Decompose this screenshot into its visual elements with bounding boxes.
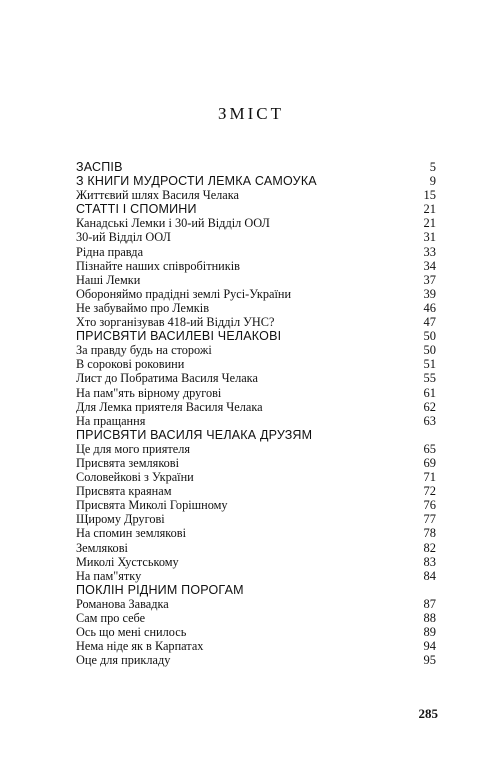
toc-entry-title: Хто зорганізував 418-ий Відділ УНС? [76,315,275,330]
toc-entry-row [76,301,436,315]
toc-page-number: 69 [423,455,436,470]
toc-page-number: 47 [423,315,436,330]
toc-entry-title: На спомин землякові [76,526,186,541]
toc-page-number: 77 [423,512,436,527]
toc-entry-row [76,343,436,357]
toc-page-number: 63 [423,413,436,428]
toc-entry-row [76,442,436,456]
toc-page-number: 78 [423,526,436,541]
toc-entry-title: На пам"ять вірному другові [76,385,222,400]
toc-entry-title: Рідна правда [76,244,144,259]
toc-entry-row [76,512,436,526]
toc-entry-title: Присвята краянам [76,484,172,499]
toc-entry-title: Миколі Хустському [76,554,179,569]
toc-page-number: 21 [423,216,436,231]
toc-entry-title: Присвята землякові [76,455,180,470]
toc-entry-title: Не забуваймо про Лемків [76,300,209,315]
toc-entry-title: Землякові [76,540,128,555]
toc-entry-title: Обороняймо прадідні землі Русі-України [76,286,292,301]
toc-section-title: ПРИСВЯТИ ВАСИЛЕВІ ЧЕЛАКОВІ [76,329,282,344]
toc-entry-row [76,188,436,202]
toc-entry-row [76,414,436,428]
toc-entry-row [76,569,436,583]
toc-entry-row [76,653,436,667]
toc-page-number: 50 [423,329,436,344]
toc-entry-row [76,541,436,555]
toc-page-number: 83 [423,554,436,569]
toc-entry-title: Це для мого приятеля [76,441,191,456]
toc-entry-title: Присвята Миколі Горішному [76,498,228,513]
toc-page-number: 62 [423,399,436,414]
toc-entry-title: Оце для прикладу [76,653,171,668]
toc-page-number: 33 [423,244,436,259]
toc-section-row [76,428,436,442]
toc-entry-row [76,470,436,484]
toc-section-row [76,202,436,216]
toc-entry-title: За правду будь на сторожі [76,343,212,358]
toc-entry-row [76,625,436,639]
toc-entry-title: Наші Лемки [76,272,141,287]
toc-entry-row [76,230,436,244]
toc-entry-title: Життєвий шлях Василя Челака [76,188,240,203]
toc-section-title: ЗАСПІВ [76,160,123,174]
toc-entry-title: На пам"ятку [76,568,142,583]
toc-entry-row [76,400,436,414]
toc-entry-row [76,357,436,371]
toc-section-title: ПОКЛІН РІДНИМ ПОРОГАМ [76,582,244,597]
toc-page-number: 72 [423,484,436,499]
toc-page-number: 84 [423,568,436,583]
toc-section-title: ПРИСВЯТИ ВАСИЛЯ ЧЕЛАКА ДРУЗЯМ [76,427,313,442]
toc-page-number: 61 [423,385,436,400]
toc-entry-title: На пращання [76,413,146,428]
toc-entry-title: Щирому Другові [76,512,165,527]
toc-entry-row [76,498,436,512]
toc-page-number: 94 [423,639,436,654]
toc-entry-row [76,526,436,540]
toc-entry-row [76,315,436,329]
toc-entry-title: Сам про себе [76,611,146,625]
page-title: ЗМІСТ [217,104,285,123]
toc-page-number: 34 [423,258,436,273]
toc-page-number: 15 [423,188,436,203]
toc-page-number: 21 [423,202,436,217]
toc-entry-row [76,597,436,611]
toc-page-number: 39 [423,286,436,301]
table-of-contents [76,160,436,667]
toc-page-number: 50 [423,343,436,358]
toc-page-number: 37 [423,272,436,287]
toc-section-title: З КНИГИ МУДРОСТИ ЛЕМКА САМОУКА [76,174,317,189]
toc-entry-title: Романова Завадка [76,596,169,611]
toc-entry-row [76,456,436,470]
toc-entry-row [76,484,436,498]
toc-page-number: 87 [423,596,436,611]
toc-entry-row [76,245,436,259]
toc-page-number: 89 [423,625,436,640]
toc-entry-row [76,386,436,400]
toc-entry-title: Нема ніде як в Карпатах [76,639,204,654]
toc-section-row [76,329,436,343]
toc-page-number: 95 [423,653,436,668]
toc-entry-row [76,639,436,653]
toc-entry-title: Соловейкові з України [76,470,194,485]
toc-section-title: СТАТТІ І СПОМИНИ [76,202,197,217]
toc-entry-title: Ось що мені снилось [76,625,187,640]
toc-page-number: 76 [423,498,436,513]
toc-entry-row [76,371,436,385]
toc-section-row [76,160,436,174]
toc-entry-row [76,273,436,287]
toc-entry-title: Для Лемка приятеля Василя Челака [76,399,263,414]
toc-page-number: 5 [429,160,436,174]
toc-entry-row [76,287,436,301]
page-number: 285 [418,706,438,721]
toc-page-number: 82 [423,540,436,555]
toc-entry-row [76,216,436,230]
toc-entry-title: 30-ий Відділ ООЛ [76,230,171,245]
toc-page-number: 71 [423,470,436,485]
toc-page-number: 46 [423,300,436,315]
toc-section-row [76,174,436,188]
toc-page-number: 51 [423,357,436,372]
toc-entry-row [76,555,436,569]
toc-entry-row [76,611,436,625]
toc-entry-title: Канадські Лемки і 30-ий Відділ ООЛ [76,216,270,231]
toc-page-number: 88 [423,611,436,625]
toc-page-number: 31 [423,230,436,245]
toc-page-number: 65 [423,441,436,456]
toc-page-number: 9 [429,174,436,189]
toc-entry-row [76,259,436,273]
toc-section-row [76,583,436,597]
toc-entry-title: Пізнайте наших співробітників [76,258,240,273]
toc-entry-title: В сорокові роковини [76,357,185,372]
toc-entry-title: Лист до Побратима Василя Челака [76,371,258,386]
toc-page-number: 55 [423,371,436,386]
